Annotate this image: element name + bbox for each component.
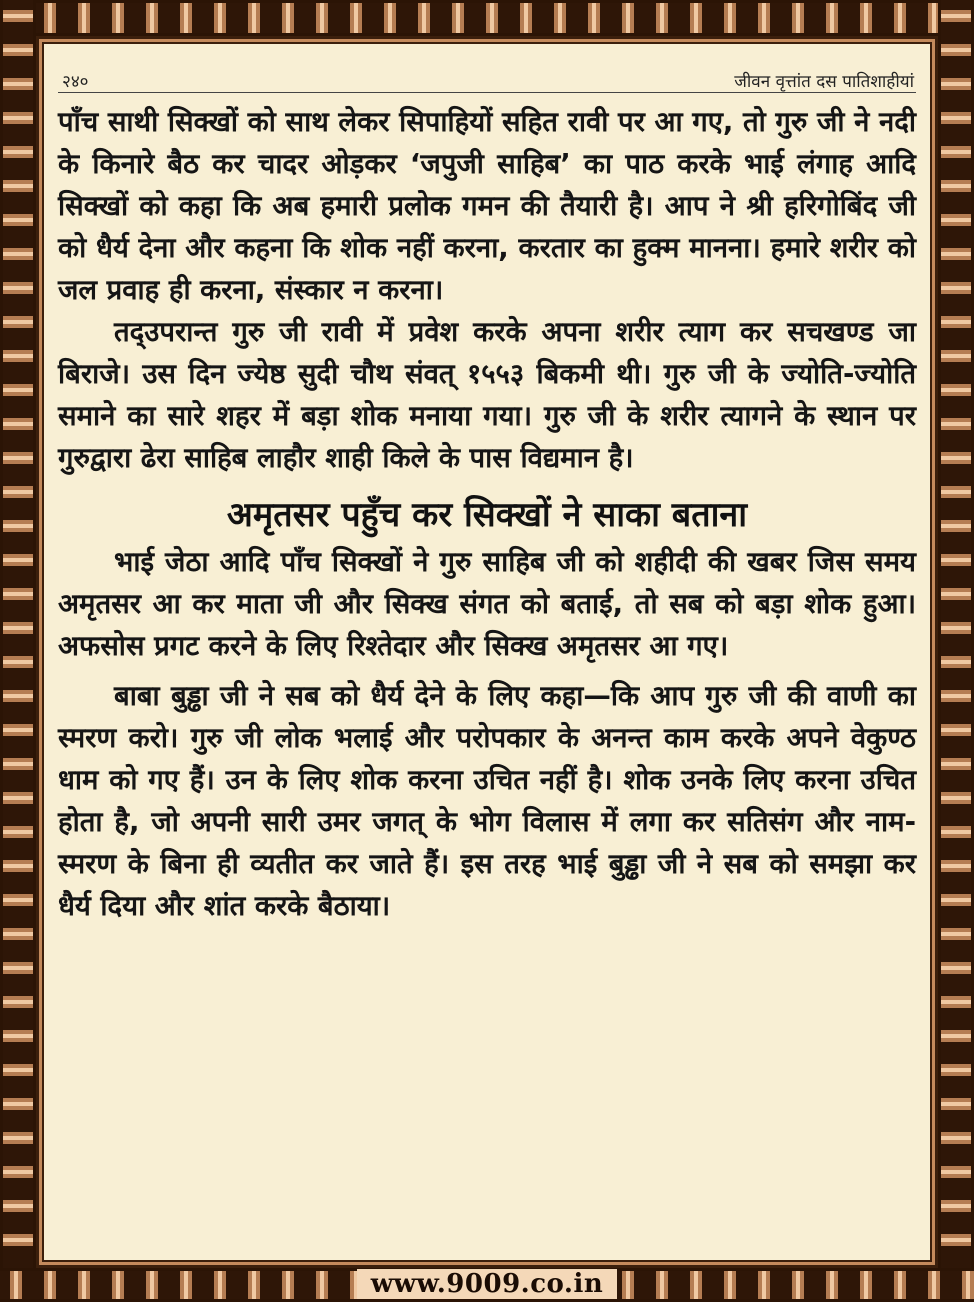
paragraph: बाबा बुड्ढा जी ने सब को धैर्य देने के लिए कहा—कि आप गुरु जी की वाणी का स्मरण करो। गुरु जी लोक भलाई और परोपकार के अनन्त काम करके अपने वेकुण्ठ धाम को गए हैं। उन के लिए शोक करना उचित नहीं है। शोक उनके लिए करना उचित होता है, जो अपनी सारी उमर जगत् के भोग विलास में लगा कर सतिसंग और नाम-स्मरण के बिना ही व्यतीत कर जाते हैं। इस तरह भाई बुड्ढा जी ने सब को समझा कर धैर्य दिया और शांत करके बैठाया। [58, 680, 916, 922]
running-title: जीवन वृत्तांत दस पातिशाहीयां [734, 72, 914, 92]
paragraph-gap [58, 667, 916, 675]
border-right [938, 0, 974, 1302]
book-page [36, 36, 938, 1268]
paragraph: भाई जेठा आदि पाँच सिक्खों ने गुरु साहिब जी को शहीदी की खबर जिस समय अमृतसर आ कर माता जी और सिक्ख संगत को बताई, तो सब को बड़ा शोक हुआ। अफसोस प्रगट करने के लिए रिश्तेदार और सिक्ख अमृतसर आ गए। [58, 546, 916, 662]
border-left [0, 0, 36, 1302]
section-heading: अमृतसर पहुँच कर सिक्खों ने साका बताना [226, 495, 748, 535]
paragraph: तद्उपरान्त गुरु जी रावी में प्रवेश करके अपना शरीर त्याग कर सचखण्ड जा बिराजे। उस दिन ज्येष्ठ सुदी चौथ संवत् १५५३ बिकमी थी। गुरु जी के ज्योति-ज्योति समाने का सारे शहर में बड़ा शोक मनाया गया। गुरु जी के शरीर त्यागने के स्थान पर गुरुद्वारा ढेरा साहिब लाहौर शाही किले के पास विद्यमान है। [58, 316, 916, 474]
website-url[interactable]: www.9009.co.in [357, 1269, 618, 1299]
page-body [58, 101, 916, 927]
border-bottom [0, 1268, 974, 1302]
page-number: २४० [62, 72, 89, 92]
page-header [58, 56, 916, 93]
paragraph: पाँच साथी सिक्खों को साथ लेकर सिपाहियों सहित रावी पर आ गए, तो गुरु जी ने नदी के किनारे बैठ कर चादर ओड़कर ‘जपुजी साहिब’ का पाठ करके भाई लंगाह आदि सिक्खों को कहा कि अब हमारी प्रलोक गमन की तैयारी है। आप ने श्री हरिगोबिंद जी को धैर्य देना और कहना कि शोक नहीं करना, करतार का हुक्म मानना। हमारे शरीर को जल प्रवाह ही करना, संस्कार न करना। [58, 106, 916, 306]
border-top [0, 0, 974, 36]
